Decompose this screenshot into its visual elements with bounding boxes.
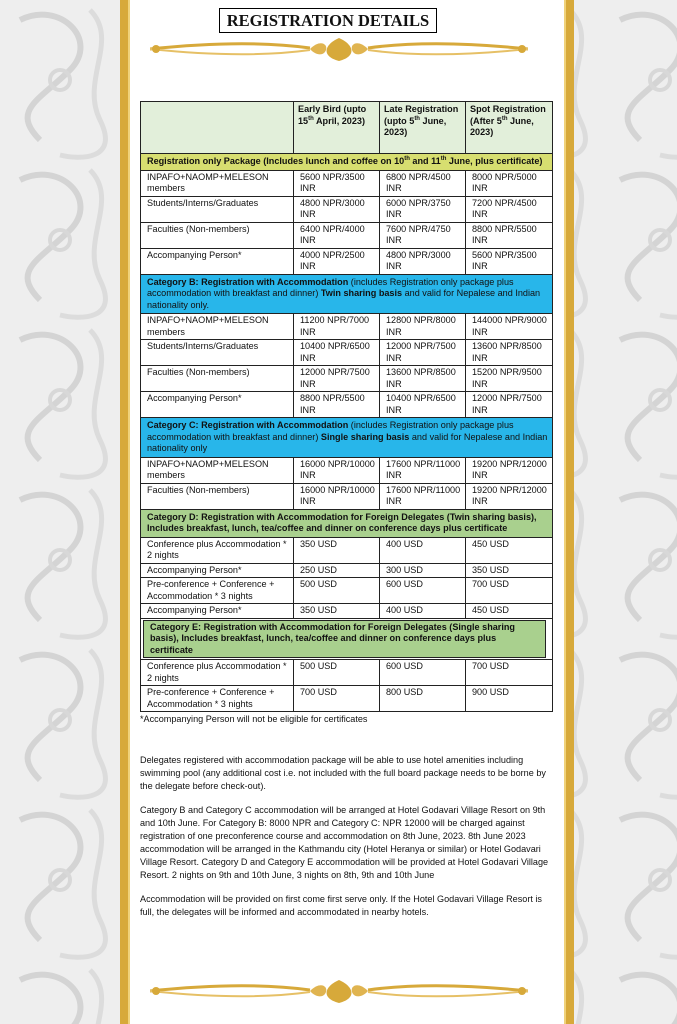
section-a-heading: Registration only Package (Includes lunch and coffee on 10th and 11th June, plus certificate) <box>141 154 553 171</box>
header-early-bird: Early Bird (upto 15th April, 2023) <box>294 102 380 154</box>
table-row <box>141 457 553 483</box>
table-row <box>141 563 553 578</box>
section-c-heading-row <box>141 418 553 458</box>
price-cell: 500 USD <box>294 660 380 686</box>
section-e-heading: Category E: Registration with Accommodation for Foreign Delegates (Single sharing basis), Includes breakfast, lunch, tea/coffee and dinner on conference days plus certificate <box>143 620 546 659</box>
page-title: REGISTRATION DETAILS <box>219 8 437 33</box>
row-label-cell: Pre-conference + Conference + Accommodation * 3 nights <box>141 686 294 712</box>
table-row <box>141 578 553 604</box>
price-cell: 350 USD <box>466 563 553 578</box>
price-cell: 12000 NPR/7500 INR <box>294 366 380 392</box>
price-cell: 4000 NPR/2500 INR <box>294 248 380 274</box>
price-cell: 600 USD <box>380 660 466 686</box>
price-cell: 450 USD <box>466 537 553 563</box>
section-d-heading: Category D: Registration with Accommodation for Foreign Delegates (Twin sharing basis), Includes breakfast, lunch, tea/coffee and dinner on conference days plus certificate <box>141 509 553 537</box>
price-cell: 16000 NPR/10000 INR <box>294 457 380 483</box>
row-label-cell: Accompanying Person* <box>141 604 294 619</box>
price-cell: 19200 NPR/12000 INR <box>466 457 553 483</box>
section-e-heading-cell <box>141 618 553 660</box>
row-label-cell: Faculties (Non-members) <box>141 222 294 248</box>
notes-section <box>140 754 552 930</box>
price-cell: 10400 NPR/6500 INR <box>294 340 380 366</box>
price-cell: 5600 NPR/3500 INR <box>294 170 380 196</box>
section-d-rows <box>141 537 553 618</box>
row-label-cell: INPAFO+NAOMP+MELESON members <box>141 170 294 196</box>
row-label-cell: Accompanying Person* <box>141 392 294 418</box>
header-blank-cell <box>141 102 294 154</box>
price-cell: 13600 NPR/8500 INR <box>466 340 553 366</box>
header-late-registration: Late Registration (upto 5th June, 2023) <box>380 102 466 154</box>
table-row <box>141 196 553 222</box>
header-spot-registration: Spot Registration (After 5th June, 2023) <box>466 102 553 154</box>
price-cell: 144000 NPR/9000 INR <box>466 314 553 340</box>
table-row <box>141 686 553 712</box>
price-cell: 5600 NPR/3500 INR <box>466 248 553 274</box>
price-cell: 7600 NPR/4750 INR <box>380 222 466 248</box>
table-header-row <box>141 102 553 154</box>
price-cell: 12800 NPR/8000 INR <box>380 314 466 340</box>
price-cell: 16000 NPR/10000 INR <box>294 483 380 509</box>
note-paragraph: Category B and Category C accommodation will be arranged at Hotel Godavari Village Resort on 9th and 10th June. For Category B: 8000 NPR and Category C: NPR 12000 will be charged against registration of one preconference course and accommodation on 8th June, 2023. 8th June 2023 accommodation will be arranged in the Kathmandu city (Hotel Heranya or similar) or Hotel Godavari Village Resort. Category D and Category E accommodation will be provided at Hotel Godavari Village Resort. 2 nights on 9th and 10th June, 3 nights on 8th, 9th and 10th June <box>140 805 549 880</box>
row-label-cell: Conference plus Accommodation * 2 nights <box>141 660 294 686</box>
price-cell: 8800 NPR/5500 INR <box>466 222 553 248</box>
row-label-cell: Conference plus Accommodation * 2 nights <box>141 537 294 563</box>
section-b-heading-row <box>141 274 553 314</box>
table-row <box>141 660 553 686</box>
note-paragraph: Accommodation will be provided on first come first serve only. If the Hotel Godavari Village Resort is full, the delegates will be informed and accommodated in nearby hotels. <box>140 894 542 917</box>
price-cell: 4800 NPR/3000 INR <box>380 248 466 274</box>
section-e-rows <box>141 660 553 712</box>
price-cell: 400 USD <box>380 604 466 619</box>
price-cell: 11200 NPR/7000 INR <box>294 314 380 340</box>
table-row <box>141 392 553 418</box>
price-cell: 350 USD <box>294 537 380 563</box>
footnote: *Accompanying Person will not be eligible for certificates <box>140 714 368 724</box>
table-row <box>141 483 553 509</box>
price-cell: 6000 NPR/3750 INR <box>380 196 466 222</box>
price-cell: 600 USD <box>380 578 466 604</box>
price-cell: 700 USD <box>466 660 553 686</box>
price-cell: 250 USD <box>294 563 380 578</box>
row-label-cell: Students/Interns/Graduates <box>141 196 294 222</box>
price-cell: 19200 NPR/12000 INR <box>466 483 553 509</box>
gold-ornament-top <box>150 36 528 62</box>
table-row <box>141 340 553 366</box>
section-a-rows <box>141 170 553 274</box>
row-label-cell: Students/Interns/Graduates <box>141 340 294 366</box>
table-row <box>141 366 553 392</box>
table-row <box>141 170 553 196</box>
section-d-heading-row <box>141 509 553 537</box>
table-row <box>141 604 553 619</box>
section-b-heading: Category B: Registration with Accommodation (includes Registration only package plus accommodation with breakfast and dinner) Twin sharing basis and valid for Nepalese and Indian nationality only. <box>141 274 553 314</box>
price-cell: 300 USD <box>380 563 466 578</box>
price-cell: 8000 NPR/5000 INR <box>466 170 553 196</box>
section-a-heading-row <box>141 154 553 171</box>
price-cell: 350 USD <box>294 604 380 619</box>
price-cell: 17600 NPR/11000 INR <box>380 483 466 509</box>
table-row <box>141 248 553 274</box>
price-cell: 700 USD <box>294 686 380 712</box>
row-label-cell: Faculties (Non-members) <box>141 483 294 509</box>
price-cell: 6800 NPR/4500 INR <box>380 170 466 196</box>
row-label-cell: Pre-conference + Conference + Accommodation * 3 nights <box>141 578 294 604</box>
section-c-rows <box>141 457 553 509</box>
row-label-cell: INPAFO+NAOMP+MELESON members <box>141 314 294 340</box>
price-cell: 12000 NPR/7500 INR <box>466 392 553 418</box>
registration-table-container <box>140 101 552 724</box>
registration-table <box>140 101 553 712</box>
price-cell: 400 USD <box>380 537 466 563</box>
price-cell: 7200 NPR/4500 INR <box>466 196 553 222</box>
price-cell: 13600 NPR/8500 INR <box>380 366 466 392</box>
row-label-cell: INPAFO+NAOMP+MELESON members <box>141 457 294 483</box>
section-b-rows <box>141 314 553 418</box>
price-cell: 17600 NPR/11000 INR <box>380 457 466 483</box>
section-e-heading-row <box>141 618 553 660</box>
price-cell: 6400 NPR/4000 INR <box>294 222 380 248</box>
table-row <box>141 314 553 340</box>
row-label-cell: Faculties (Non-members) <box>141 366 294 392</box>
price-cell: 500 USD <box>294 578 380 604</box>
section-c-heading: Category C: Registration with Accommodation (includes Registration only package plus accommodation with breakfast and dinner) Single sharing basis and valid for Nepalese and Indian nationality only <box>141 418 553 458</box>
price-cell: 450 USD <box>466 604 553 619</box>
price-cell: 15200 NPR/9500 INR <box>466 366 553 392</box>
price-cell: 12000 NPR/7500 INR <box>380 340 466 366</box>
row-label-cell: Accompanying Person* <box>141 248 294 274</box>
table-row <box>141 222 553 248</box>
price-cell: 10400 NPR/6500 INR <box>380 392 466 418</box>
price-cell: 700 USD <box>466 578 553 604</box>
price-cell: 8800 NPR/5500 INR <box>294 392 380 418</box>
price-cell: 800 USD <box>380 686 466 712</box>
gold-ornament-bottom <box>150 978 528 1004</box>
price-cell: 900 USD <box>466 686 553 712</box>
row-label-cell: Accompanying Person* <box>141 563 294 578</box>
note-paragraph: Delegates registered with accommodation package will be able to use hotel amenities including swimming pool (any additional cost i.e. not included with the full board package needs to be borne by the delegate before check-out). <box>140 755 546 791</box>
table-row <box>141 537 553 563</box>
price-cell: 4800 NPR/3000 INR <box>294 196 380 222</box>
